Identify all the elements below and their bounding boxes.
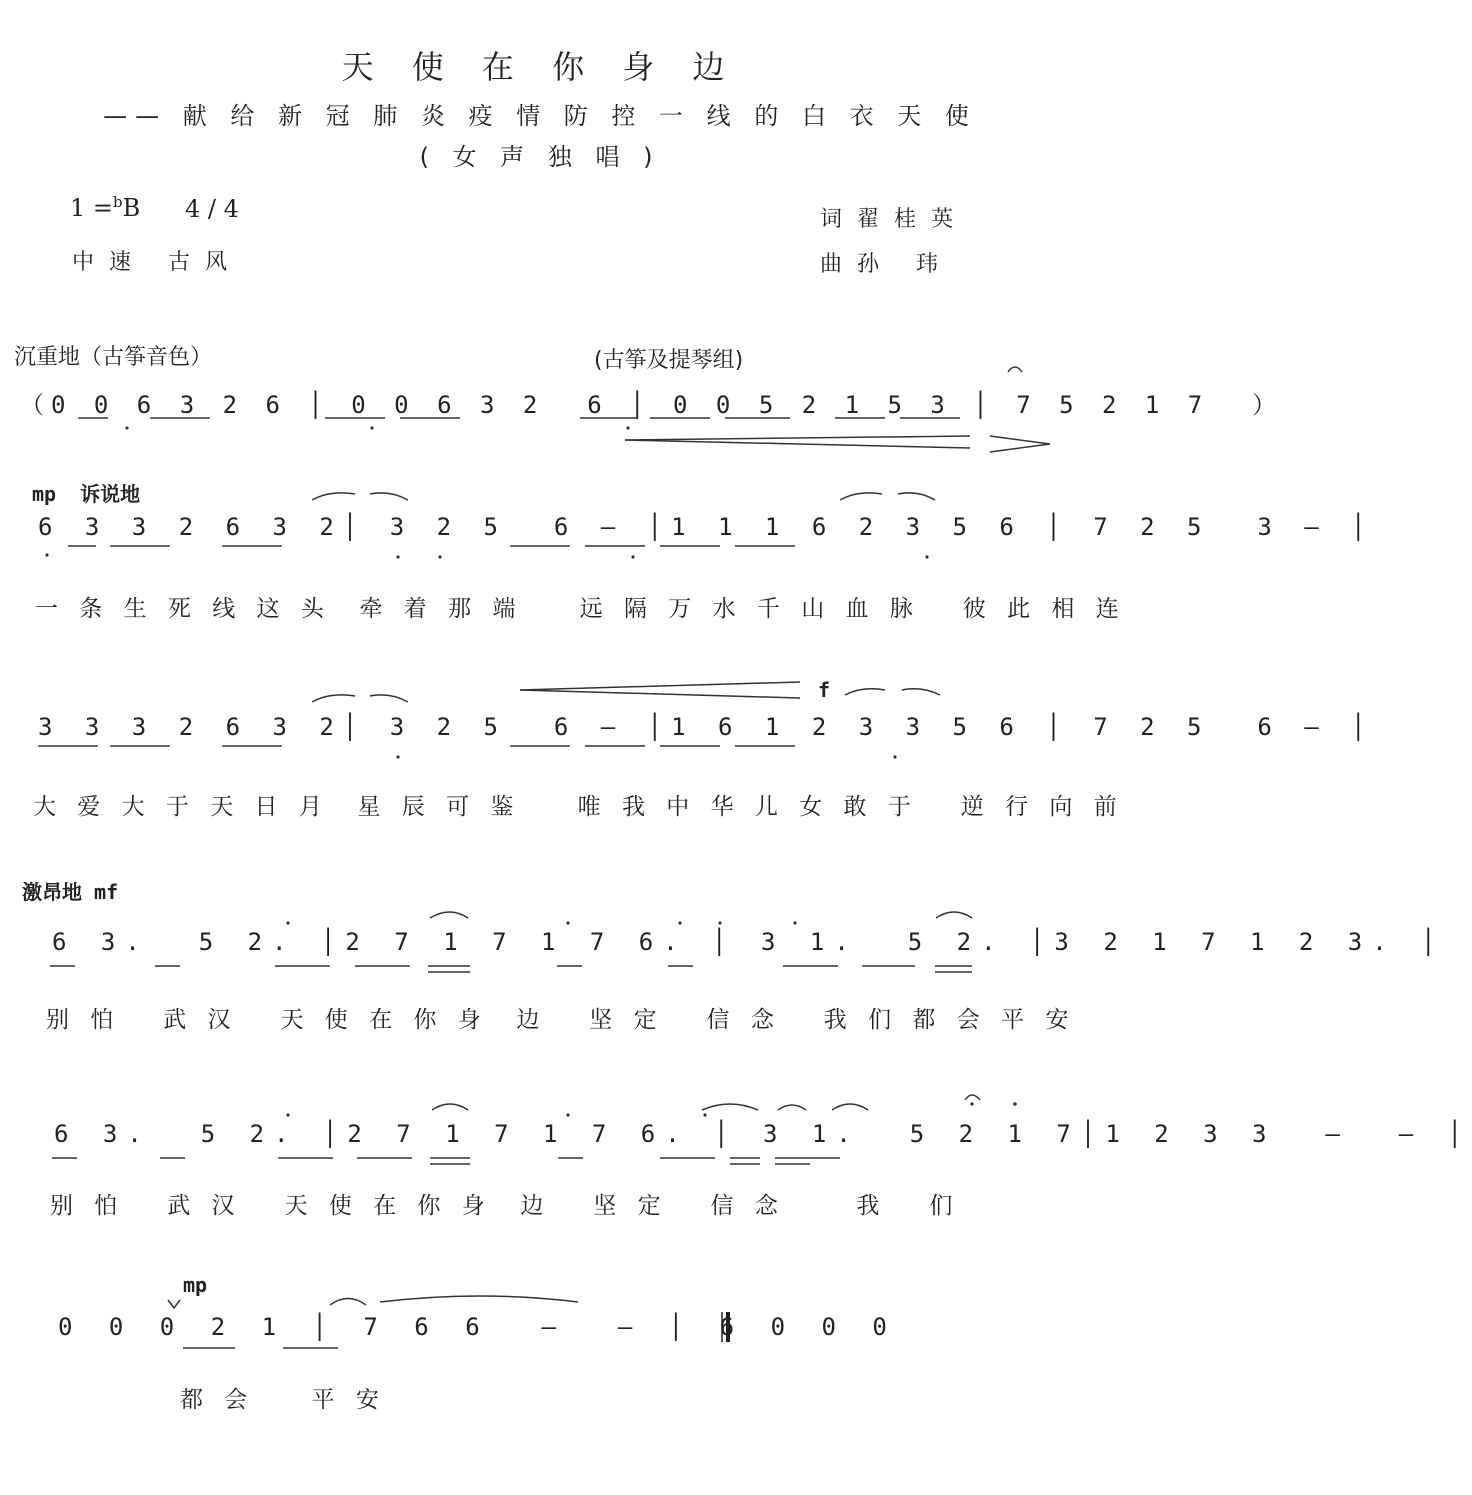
system5-marking: mp <box>183 1273 208 1297</box>
song-title: 天 使 在 你 身 边 <box>341 48 739 86</box>
system2-marking: f <box>818 678 831 702</box>
system2-lyrics: 大 爱 大 于 天 日 月 星 辰 可 鉴 唯 我 中 华 儿 女 敢 于 逆 行 向 前 <box>33 794 1124 820</box>
system5-lyrics: 都 会 平 安 <box>180 1387 386 1413</box>
system3-lyrics: 别 怕 武 汉 天 使 在 你 身 边 坚 定 信 念 我 们 都 会 平 安 <box>46 1007 1076 1033</box>
time-signature: 4 / 4 <box>185 195 239 223</box>
system3-marking: 激昂地 mf <box>22 880 119 904</box>
intro-notes: （0 0 6 3 2 6 │ 0 0 6 3 2 6 │ 0 0 5 2 1 5 3 │ 7 5 2 1 7 ） <box>20 391 1284 419</box>
lyricist: 词 翟 桂 英 <box>820 207 957 232</box>
key-flat-sign: b <box>113 193 123 211</box>
system4-notes: 6 3. 5 2. │2 7 1 7 1 7 6. │ 3 1. 5 2 1 7│1 2 3 3 – – │ <box>54 1120 1472 1148</box>
system2-notes: 3 3 3 2 6 3 2│ 3 2 5 6 – │1 6 1 2 3 3 5 6 │ 7 2 5 6 – │ <box>38 713 1375 741</box>
voice-type: ( 女 声 独 唱 ) <box>419 143 661 171</box>
intro-expression: 沉重地（古筝音色） <box>14 345 213 370</box>
system1-lyrics: 一 条 生 死 线 这 头 牵 着 那 端 远 隔 万 水 千 山 血 脉 彼 此 相 连 <box>35 596 1126 622</box>
system1-marking: mp 诉说地 <box>32 482 141 506</box>
system4-lyrics: 别 怕 武 汉 天 使 在 你 身 边 坚 定 信 念 我 们 <box>50 1193 960 1219</box>
system1-notes: 6 3 3 2 6 3 2│ 3 2 5 6 – │1 1 1 6 2 3 5 6 │ 7 2 5 3 – │ <box>38 513 1375 541</box>
instrument-marking: (古筝及提琴组) <box>594 348 744 373</box>
tempo-marking: 中 速 古 风 <box>72 250 231 275</box>
system3-notes: 6 3. 5 2. │2 7 1 7 1 7 6. │ 3 1. 5 2. │3 2 1 7 1 2 3. │ <box>52 928 1446 956</box>
song-subtitle: —— 献 给 新 冠 肺 炎 疫 情 防 控 一 线 的 白 衣 天 使 <box>103 102 977 130</box>
composer: 曲 孙 玮 <box>820 252 942 277</box>
key-prefix: 1 = <box>70 194 114 222</box>
key-letter: B <box>122 194 141 222</box>
system5-notes: 0 0 0 2 1 │ 7 6 6 – – │ 6 0 0 0 <box>58 1313 898 1341</box>
